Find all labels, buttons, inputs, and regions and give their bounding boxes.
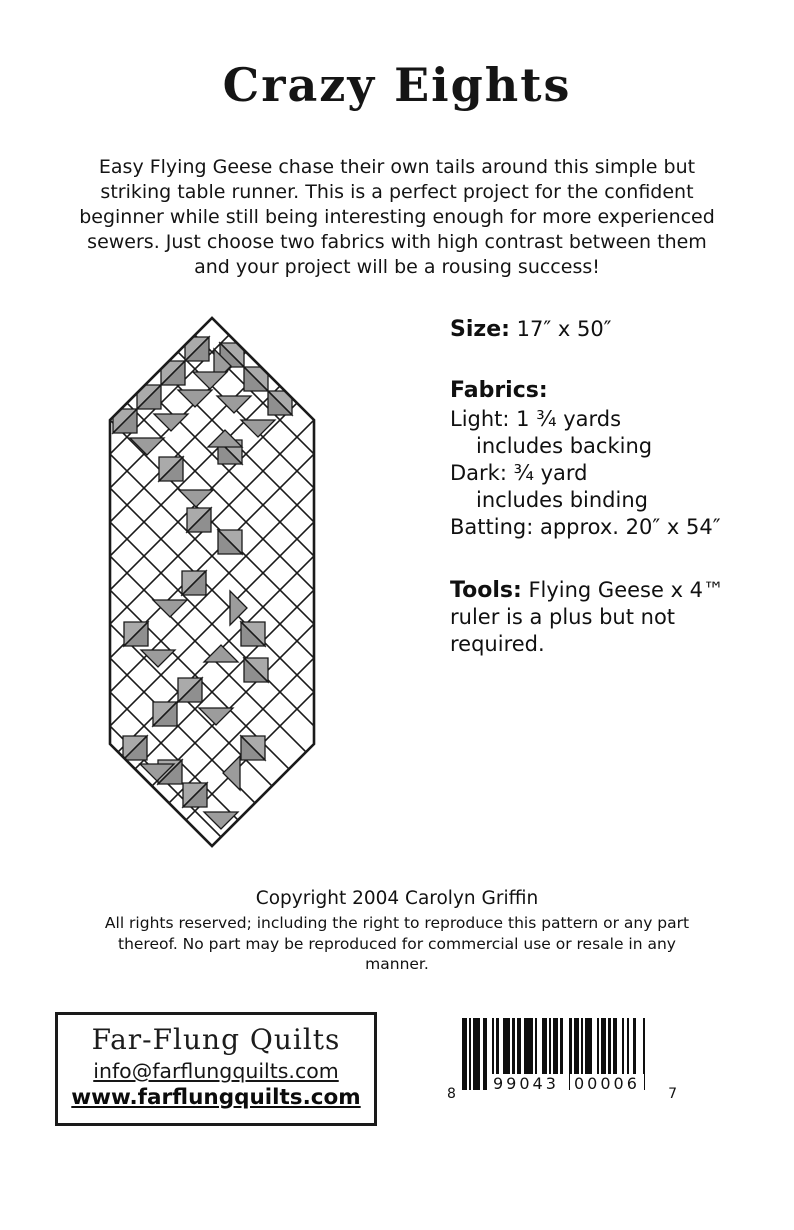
barcode-right-digit: 7 <box>668 1086 677 1102</box>
size-value: 17″ x 50″ <box>516 317 612 341</box>
fabric-line: includes backing <box>476 434 653 458</box>
barcode-space <box>645 1018 647 1090</box>
publisher-website: www.farflungquilts.com <box>71 1085 361 1110</box>
upc-barcode <box>447 1014 677 1106</box>
fabric-lines <box>450 406 760 541</box>
size-line <box>450 316 760 343</box>
fabric-line: Batting: approx. 20″ x 54″ <box>450 515 721 539</box>
copyright-line: Copyright 2004 Carolyn Griffin <box>255 888 539 909</box>
fabric-line: includes binding <box>476 488 648 512</box>
page-title: Crazy Eights <box>222 58 572 112</box>
fabric-line: Light: 1 ¾ yards <box>450 407 622 431</box>
quilt-diagram <box>106 314 318 850</box>
publisher-email: info@farflungquilts.com <box>93 1059 339 1083</box>
tools-text: Flying Geese x 4™ ruler is a plus but not required. <box>450 578 725 656</box>
publisher-box <box>55 1012 377 1126</box>
barcode-space <box>563 1018 570 1090</box>
tools-line <box>450 577 750 658</box>
rights-text: All rights reserved; including the right to reproduce this pattern or any part thereof. No part may be reproduced for commercial use or resale in any manner. <box>104 914 690 973</box>
copyright-block <box>67 888 727 975</box>
fabric-line: Dark: ¾ yard <box>450 461 588 485</box>
barcode-group1: 99043 <box>489 1074 563 1093</box>
barcode-bar <box>473 1018 480 1090</box>
barcode-group2: 00006 <box>570 1074 644 1093</box>
specs-column <box>450 316 760 679</box>
barcode-left-digit: 8 <box>447 1086 456 1102</box>
fabrics-label: Fabrics: <box>450 378 548 403</box>
intro-paragraph: Easy Flying Geese chase their own tails around this simple but striking table runner. This is a perfect project for the confident beginner while still being interesting enough for more experienced sewers. Just choose two fabrics with high contrast between them and your project will be a rousing success! <box>79 156 715 278</box>
tools-label: Tools: <box>450 578 522 603</box>
publisher-name: Far-Flung Quilts <box>91 1023 341 1056</box>
size-label: Size: <box>450 317 510 342</box>
quilt-diagram-svg <box>106 314 318 850</box>
